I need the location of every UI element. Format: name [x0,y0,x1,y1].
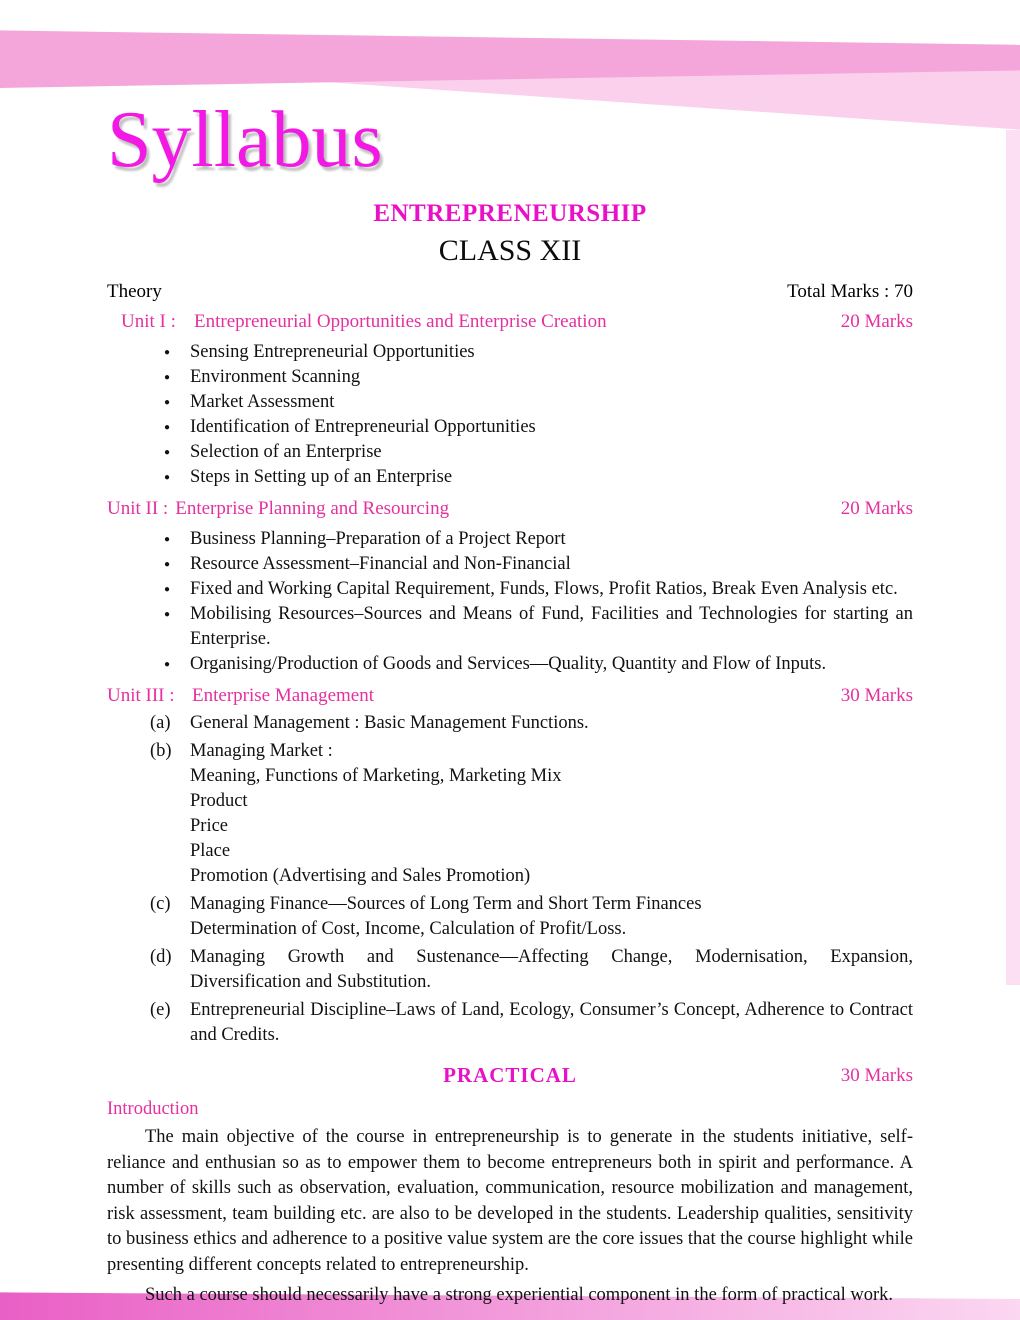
unit-3-marks: 30 Marks [840,685,913,706]
lettered-item-a [107,711,913,736]
practical-title: PRACTICAL [443,1063,577,1087]
lettered-item-c [107,892,913,942]
list-item [164,365,913,390]
item-line: Place [190,841,231,861]
item-line: Managing Growth and Sustenance—Affecting Change, Modernisation, Expansion, Diversification and Substitution. [190,947,913,992]
item-line: General Management : Basic Management Functions. [190,713,589,733]
item-line: Entrepreneurial Discipline–Laws of Land, Ecology, Consumer’s Concept, Adherence to Contract and Credits. [190,1000,913,1045]
bullet-icon: ● [164,347,171,358]
item-letter: (d) [150,947,172,967]
introduction-heading: Introduction [107,1099,199,1119]
bullet-icon: ● [164,472,171,483]
bullet-text: Environment Scanning [190,367,361,387]
unit-3-heading [107,685,913,707]
unit-1-marks: 20 Marks [840,311,913,332]
bullet-text: Identification of Entrepreneurial Opportunities [190,417,536,437]
item-line: Price [190,816,229,836]
item-lines [190,892,913,942]
bullet-text: Business Planning–Preparation of a Project Report [190,529,566,549]
list-item [164,602,913,652]
lettered-item-d [107,945,913,995]
practical-marks: 30 Marks [840,1065,913,1086]
item-lines [190,711,913,736]
list-item [164,390,913,415]
bullet-icon: ● [164,397,171,408]
unit-2-marks: 20 Marks [840,498,913,519]
subject-heading: ENTREPRENEURSHIP [373,200,647,227]
bullet-icon: ● [164,534,171,545]
item-letter: (c) [150,894,171,914]
unit-1-title: Entrepreneurial Opportunities and Enterprise Creation [194,311,607,332]
lettered-item-b [107,739,913,889]
list-item [164,652,913,677]
bullet-icon: ● [164,447,171,458]
bullet-icon: ● [164,659,171,670]
bullet-text: Organising/Production of Goods and Services—Quality, Quantity and Flow of Inputs. [190,654,827,674]
unit-3-title: Enterprise Management [192,685,375,706]
list-item [164,415,913,440]
bullet-icon: ● [164,559,171,570]
item-line: Determination of Cost, Income, Calculation of Profit/Loss. [190,919,627,939]
total-marks: Total Marks : 70 [787,281,913,302]
list-item [164,340,913,365]
content [0,96,1020,1309]
bullet-text: Sensing Entrepreneurial Opportunities [190,342,475,362]
list-item [164,527,913,552]
item-line: Promotion (Advertising and Sales Promotion) [190,866,531,886]
intro-paragraph-2: Such a course should necessarily have a strong experiential component in the form of practical work. [145,1285,893,1305]
list-item [164,577,913,602]
item-line: Meaning, Functions of Marketing, Marketing Mix [190,766,562,786]
bullet-text: Fixed and Working Capital Requirement, Funds, Flows, Profit Ratios, Break Even Analysis etc. [190,579,898,599]
unit-2-bullet-list [107,527,913,677]
theory-label: Theory [107,281,162,302]
item-lines [190,945,913,995]
item-letter: (b) [150,741,172,761]
unit-2-heading [107,498,913,520]
bullet-text: Market Assessment [190,392,335,412]
list-item [164,465,913,490]
unit-2-title: Enterprise Planning and Resourcing [175,498,450,519]
lettered-item-e [107,998,913,1048]
unit-3-lettered-list [107,711,913,1048]
practical-heading-row [107,1063,913,1090]
bullet-icon: ● [164,422,171,433]
bullet-text: Steps in Setting up of an Enterprise [190,467,453,487]
unit-2-label: Unit II : [107,498,169,519]
item-line: Product [190,791,248,811]
class-heading: CLASS XII [438,234,582,267]
list-item [164,552,913,577]
bullet-text: Resource Assessment–Financial and Non-Financial [190,554,571,574]
unit-3-label: Unit III : [107,685,175,706]
intro-paragraph-1: The main objective of the course in entrepreneurship is to generate in the students initiative, self-reliance and enthusian so as to empower them to become entrepreneurs both in spirit and performance. A number of skills such as observation, evaluation, communication, resource mobilization and management, risk assessment, team building etc. are also to be developed in the students. Leadership qualities, sensitivity to business ethics and adherence to a positive value system are the core issues that the course highlight while presenting different concepts related to entrepreneurship. [107,1127,913,1275]
bullet-text: Selection of an Enterprise [190,442,382,462]
item-lines [190,998,913,1048]
theory-marks-row [107,281,913,303]
item-lines [190,739,913,889]
item-letter: (e) [150,1000,171,1020]
unit-1-heading [107,311,913,333]
list-item [164,440,913,465]
item-letter: (a) [150,713,171,733]
unit-1-label: Unit I : [121,311,176,332]
bullet-icon: ● [164,609,171,620]
unit-1-bullet-list [107,340,913,490]
item-line: Managing Market : [190,741,333,761]
item-line: Managing Finance—Sources of Long Term and Short Term Finances [190,894,702,914]
bullet-icon: ● [164,372,171,383]
bullet-icon: ● [164,584,171,595]
bullet-text: Mobilising Resources–Sources and Means of Fund, Facilities and Technologies for starting an Enterprise. [190,604,913,649]
page-title: Syllabus [107,96,383,184]
